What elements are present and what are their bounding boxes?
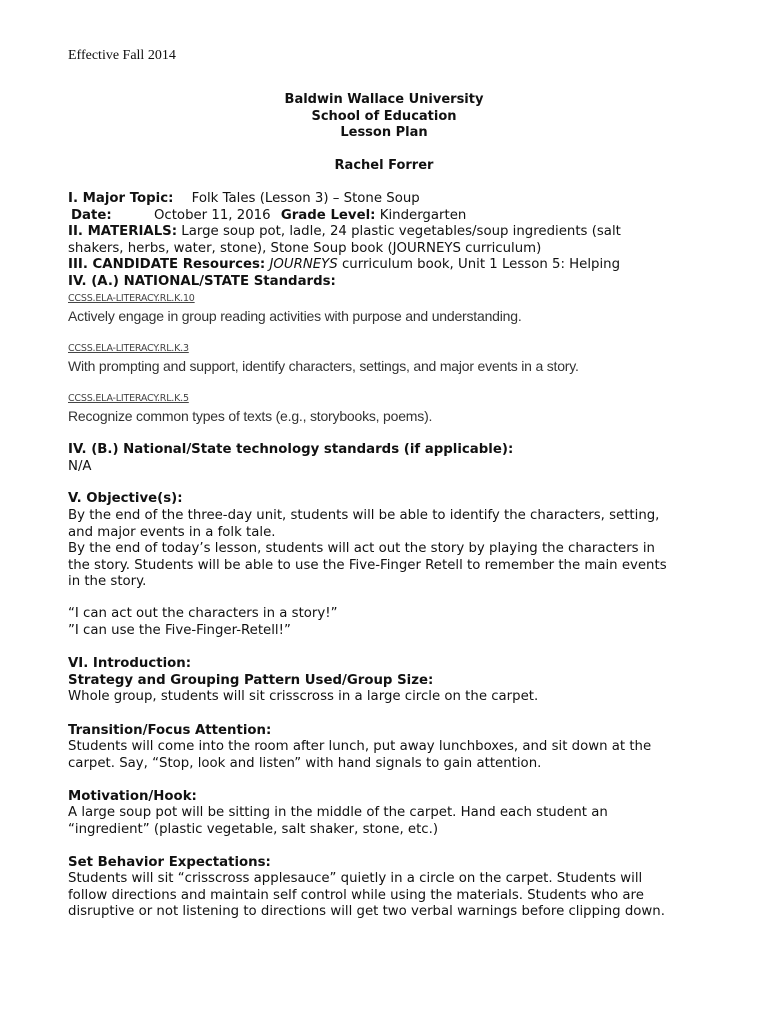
- introduction-heading: VI. Introduction:: [68, 656, 192, 671]
- standard-text: Actively engage in group reading activities with purpose and understanding.: [68, 308, 522, 324]
- materials-line-2: shakers, herbs, water, stone), Stone Soup book (JOURNEYS curriculum): [68, 240, 542, 256]
- objectives-text: [68, 508, 708, 591]
- behavior-text: [68, 871, 708, 921]
- resources-text: curriculum book, Unit 1 Lesson 5: Helping: [337, 257, 621, 272]
- objective-line: By the end of the three-day unit, students will be able to identify the characters, setting,: [68, 508, 660, 523]
- materials: [68, 224, 708, 257]
- behavior-line: Students will sit “crisscross applesauce” quietly in a circle on the carpet. Students will: [68, 871, 643, 886]
- objective-line: the story. Students will be able to use the Five-Finger Retell to remember the main events: [68, 557, 667, 573]
- standard-text: Recognize common types of texts (e.g., storybooks, poems).: [68, 408, 433, 424]
- document-type: Lesson Plan: [340, 125, 428, 140]
- author-name: Rachel Forrer: [334, 158, 434, 173]
- standard-code: CCSS.ELA-LITERACY.RL.K.10: [68, 293, 195, 304]
- tech-standards-value: N/A: [68, 459, 92, 474]
- transition-line: carpet. Say, “Stop, look and listen” with hand signals to gain attention.: [68, 755, 542, 771]
- motivation-line: “ingredient” (plastic vegetable, salt shaker, stone, etc.): [68, 821, 439, 837]
- objective-line: and major events in a folk tale.: [68, 524, 276, 540]
- standard-code: CCSS.ELA-LITERACY.RL.K.3: [68, 343, 189, 354]
- transition-text: [68, 739, 708, 772]
- standard-code: CCSS.ELA-LITERACY.RL.K.5: [68, 393, 189, 404]
- transition-heading: Transition/Focus Attention:: [68, 723, 272, 738]
- i-can-quote: “I can act out the characters in a story!”: [68, 606, 338, 621]
- objective-quotes: [68, 606, 708, 639]
- tech-standards-heading: IV. (B.) National/State technology standards (if applicable):: [68, 442, 514, 457]
- resources-journeys: JOURNEYS: [269, 257, 338, 272]
- strategy-heading: Strategy and Grouping Pattern Used/Group Size:: [68, 673, 434, 688]
- major-topic-value: Folk Tales (Lesson 3) – Stone Soup: [191, 191, 420, 206]
- candidate-resources: [68, 257, 708, 274]
- i-can-quote: ”I can use the Five-Finger-Retell!”: [68, 622, 291, 638]
- major-topic: [68, 191, 708, 208]
- date-grade-row: [68, 208, 708, 225]
- effective-date: Effective Fall 2014: [68, 48, 176, 63]
- major-topic-label: I. Major Topic:: [68, 191, 174, 206]
- objectives-heading: V. Objective(s):: [68, 491, 183, 506]
- materials-label: II. MATERIALS:: [68, 224, 178, 239]
- motivation-text: [68, 805, 708, 838]
- school-name: School of Education: [311, 109, 457, 124]
- transition-line: Students will come into the room after lunch, put away lunchboxes, and sit down at the: [68, 739, 652, 754]
- standards-heading: IV. (A.) NATIONAL/STATE Standards:: [68, 274, 336, 289]
- university-name: Baldwin Wallace University: [284, 92, 484, 107]
- grade-level-value: Kindergarten: [379, 208, 467, 223]
- resources-label: III. CANDIDATE Resources:: [68, 257, 266, 272]
- date-label: Date:: [71, 208, 112, 223]
- objective-line: in the story.: [68, 574, 147, 589]
- behavior-line: disruptive or not listening to directions will get two verbal warnings before clipping down.: [68, 904, 665, 919]
- behavior-line: follow directions and maintain self control while using the materials. Students who are: [68, 887, 644, 903]
- strategy-text: Whole group, students will sit crisscross in a large circle on the carpet.: [68, 689, 539, 704]
- motivation-heading: Motivation/Hook:: [68, 789, 197, 804]
- behavior-heading: Set Behavior Expectations:: [68, 855, 271, 870]
- motivation-line: A large soup pot will be sitting in the middle of the carpet. Hand each student an: [68, 805, 608, 820]
- standard-text: With prompting and support, identify characters, settings, and major events in a story.: [68, 358, 579, 374]
- objective-line: By the end of today’s lesson, students will act out the story by playing the characters in: [68, 541, 655, 556]
- date-value: October 11, 2016: [153, 208, 271, 223]
- grade-level-label: Grade Level:: [280, 208, 376, 223]
- materials-line-1: Large soup pot, ladle, 24 plastic vegetables/soup ingredients (salt: [177, 224, 621, 239]
